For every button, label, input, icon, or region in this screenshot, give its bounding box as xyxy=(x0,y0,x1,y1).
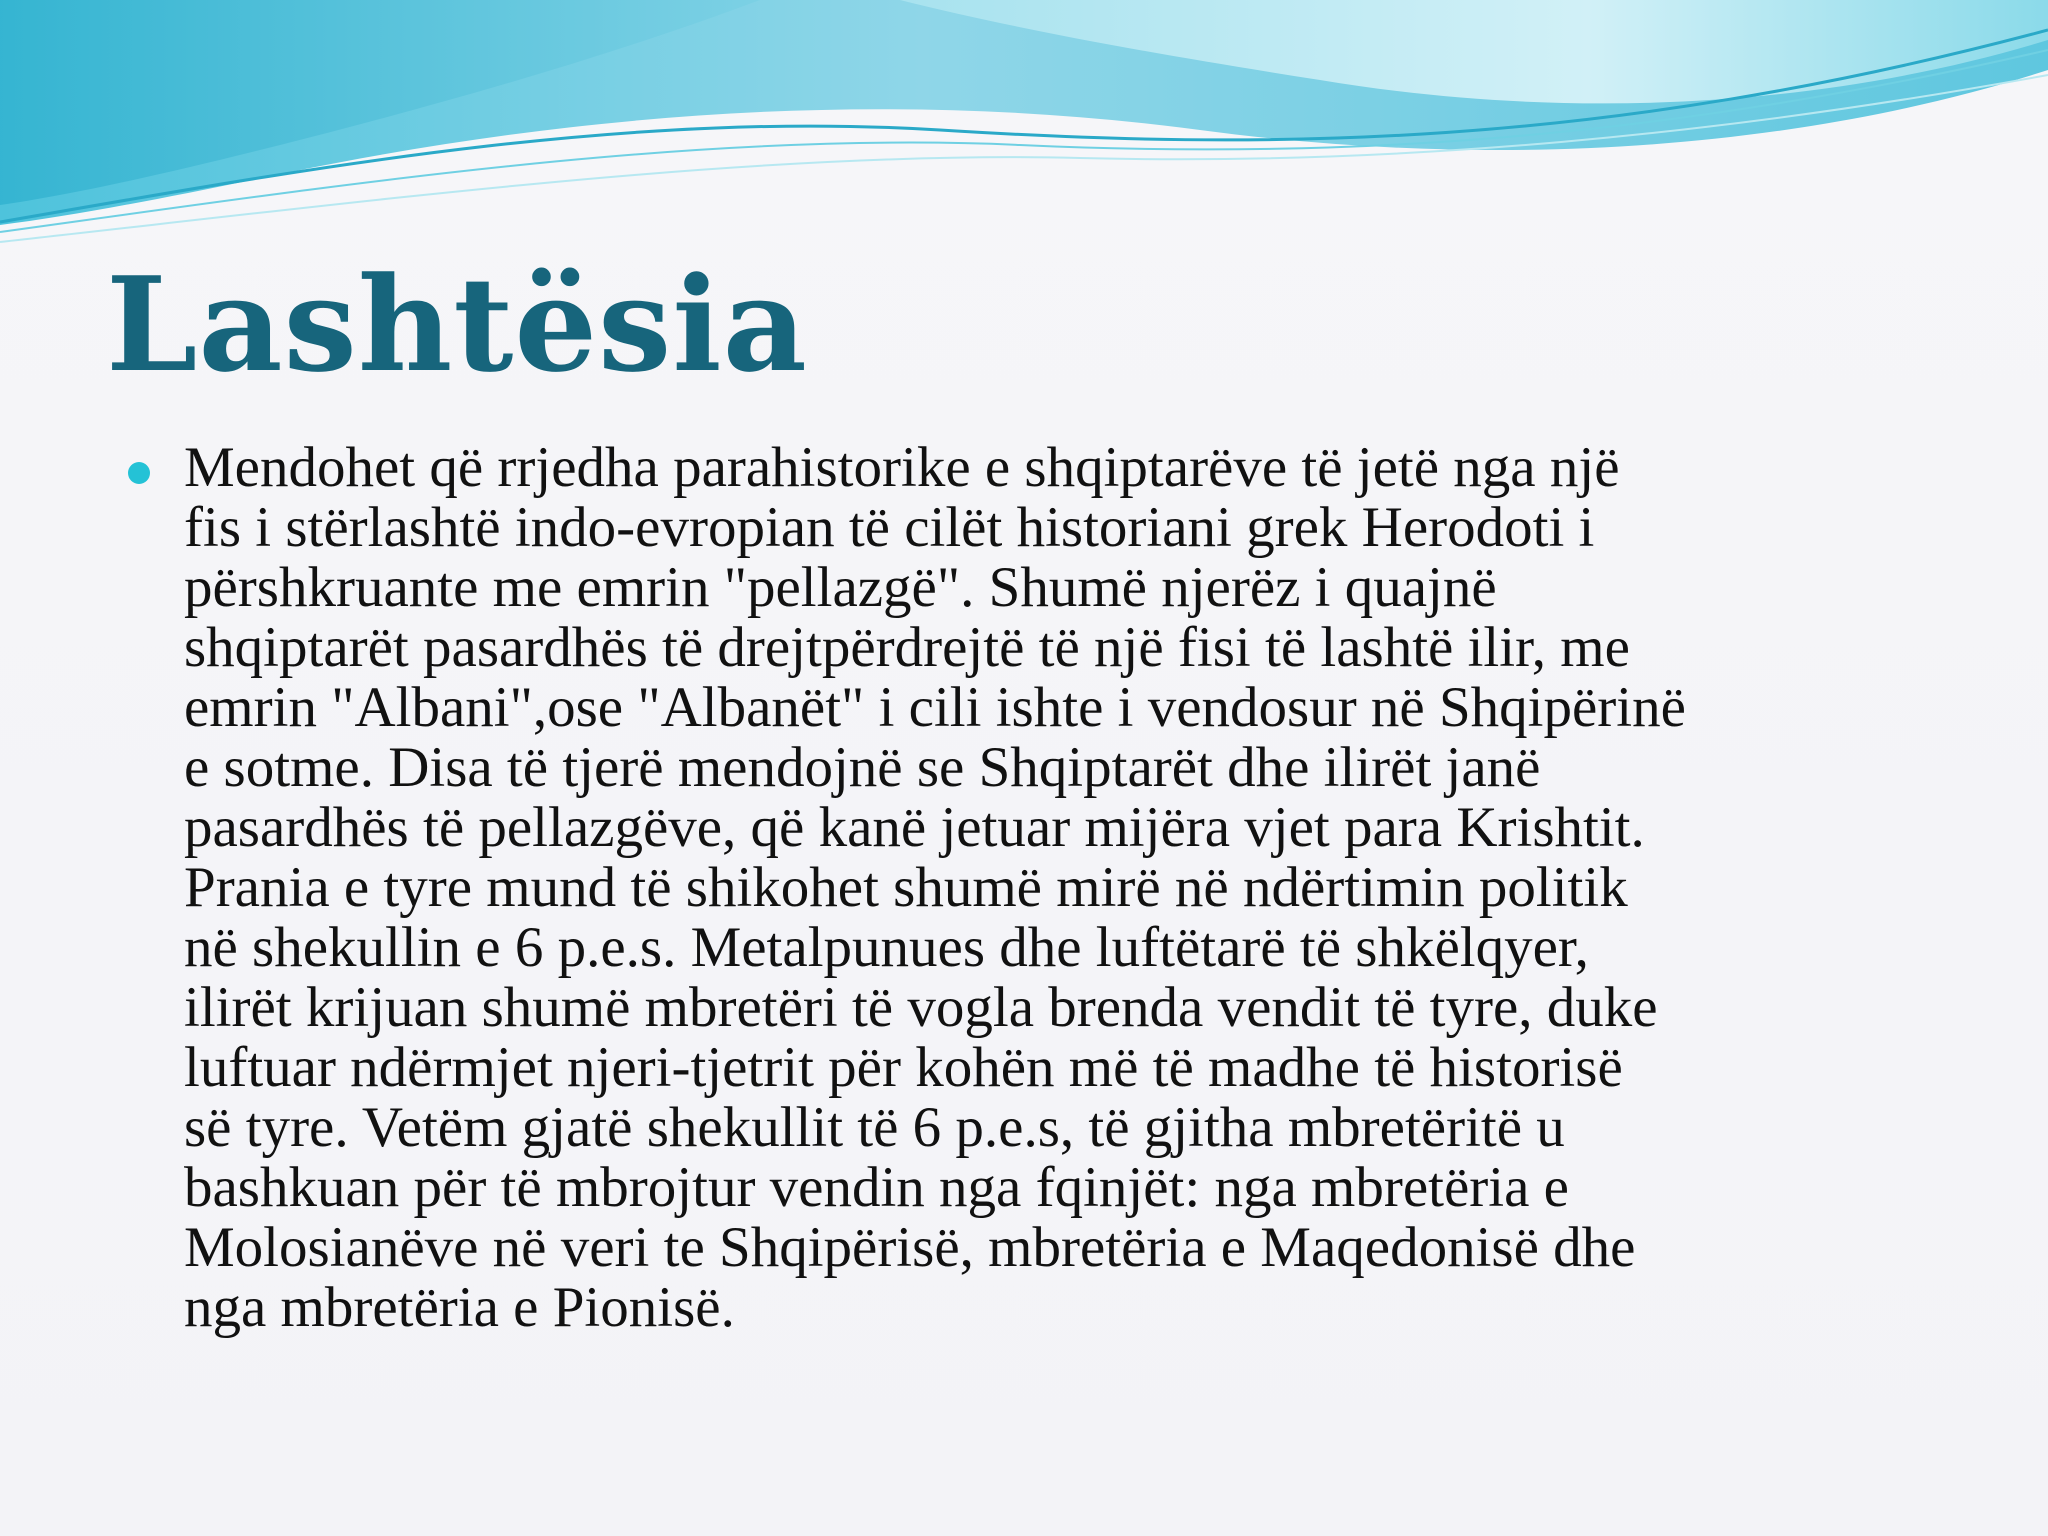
paragraph-line: pasardhës të pellazgëve, që kanë jetuar mijëra vjet para Krishtit. xyxy=(184,796,1645,859)
paragraph-line: Mendohet që rrjedha parahistorike e shqiptarëve të jetë nga një xyxy=(184,436,1620,499)
slide-title: Lashtësia xyxy=(106,248,808,401)
paragraph-line: Molosianëve në veri te Shqipërisë, mbretëria e Maqedonisë dhe xyxy=(184,1216,1636,1279)
wave-header-decoration xyxy=(0,0,2048,260)
paragraph-line: fis i stërlashtë indo-evropian të cilët historiani grek Herodoti i xyxy=(184,496,1595,559)
paragraph-line: së tyre. Vetëm gjatë shekullit të 6 p.e.s, të gjitha mbretëritë u xyxy=(184,1096,1565,1159)
circle-bullet-icon xyxy=(128,462,150,484)
paragraph-line: e sotme. Disa të tjerë mendojnë se Shqiptarët dhe ilirët janë xyxy=(184,736,1541,799)
paragraph-line: Prania e tyre mund të shikohet shumë mirë në ndërtimin politik xyxy=(184,856,1628,919)
slide-content xyxy=(128,438,1928,1338)
bullet-item xyxy=(128,438,1928,1338)
paragraph-line: përshkruante me emrin "pellazgë". Shumë njerëz i quajnë xyxy=(184,556,1497,619)
paragraph-line: nga mbretëria e Pionisë. xyxy=(184,1276,735,1339)
paragraph-line: në shekullin e 6 p.e.s. Metalpunues dhe luftëtarë të shkëlqyer, xyxy=(184,916,1589,979)
bullet-paragraph xyxy=(184,438,1928,1338)
paragraph-line: luftuar ndërmjet njeri-tjetrit për kohën më të madhe të historisë xyxy=(184,1036,1623,1099)
paragraph-line: emrin "Albani",ose "Albanët" i cili ishte i vendosur në Shqipërinë xyxy=(184,676,1686,739)
paragraph-line: shqiptarët pasardhës të drejtpërdrejtë të një fisi të lashtë ilir, me xyxy=(184,616,1630,679)
paragraph-line: bashkuan për të mbrojtur vendin nga fqinjët: nga mbretëria e xyxy=(184,1156,1569,1219)
paragraph-line: ilirët krijuan shumë mbretëri të vogla brenda vendit të tyre, duke xyxy=(184,976,1658,1039)
